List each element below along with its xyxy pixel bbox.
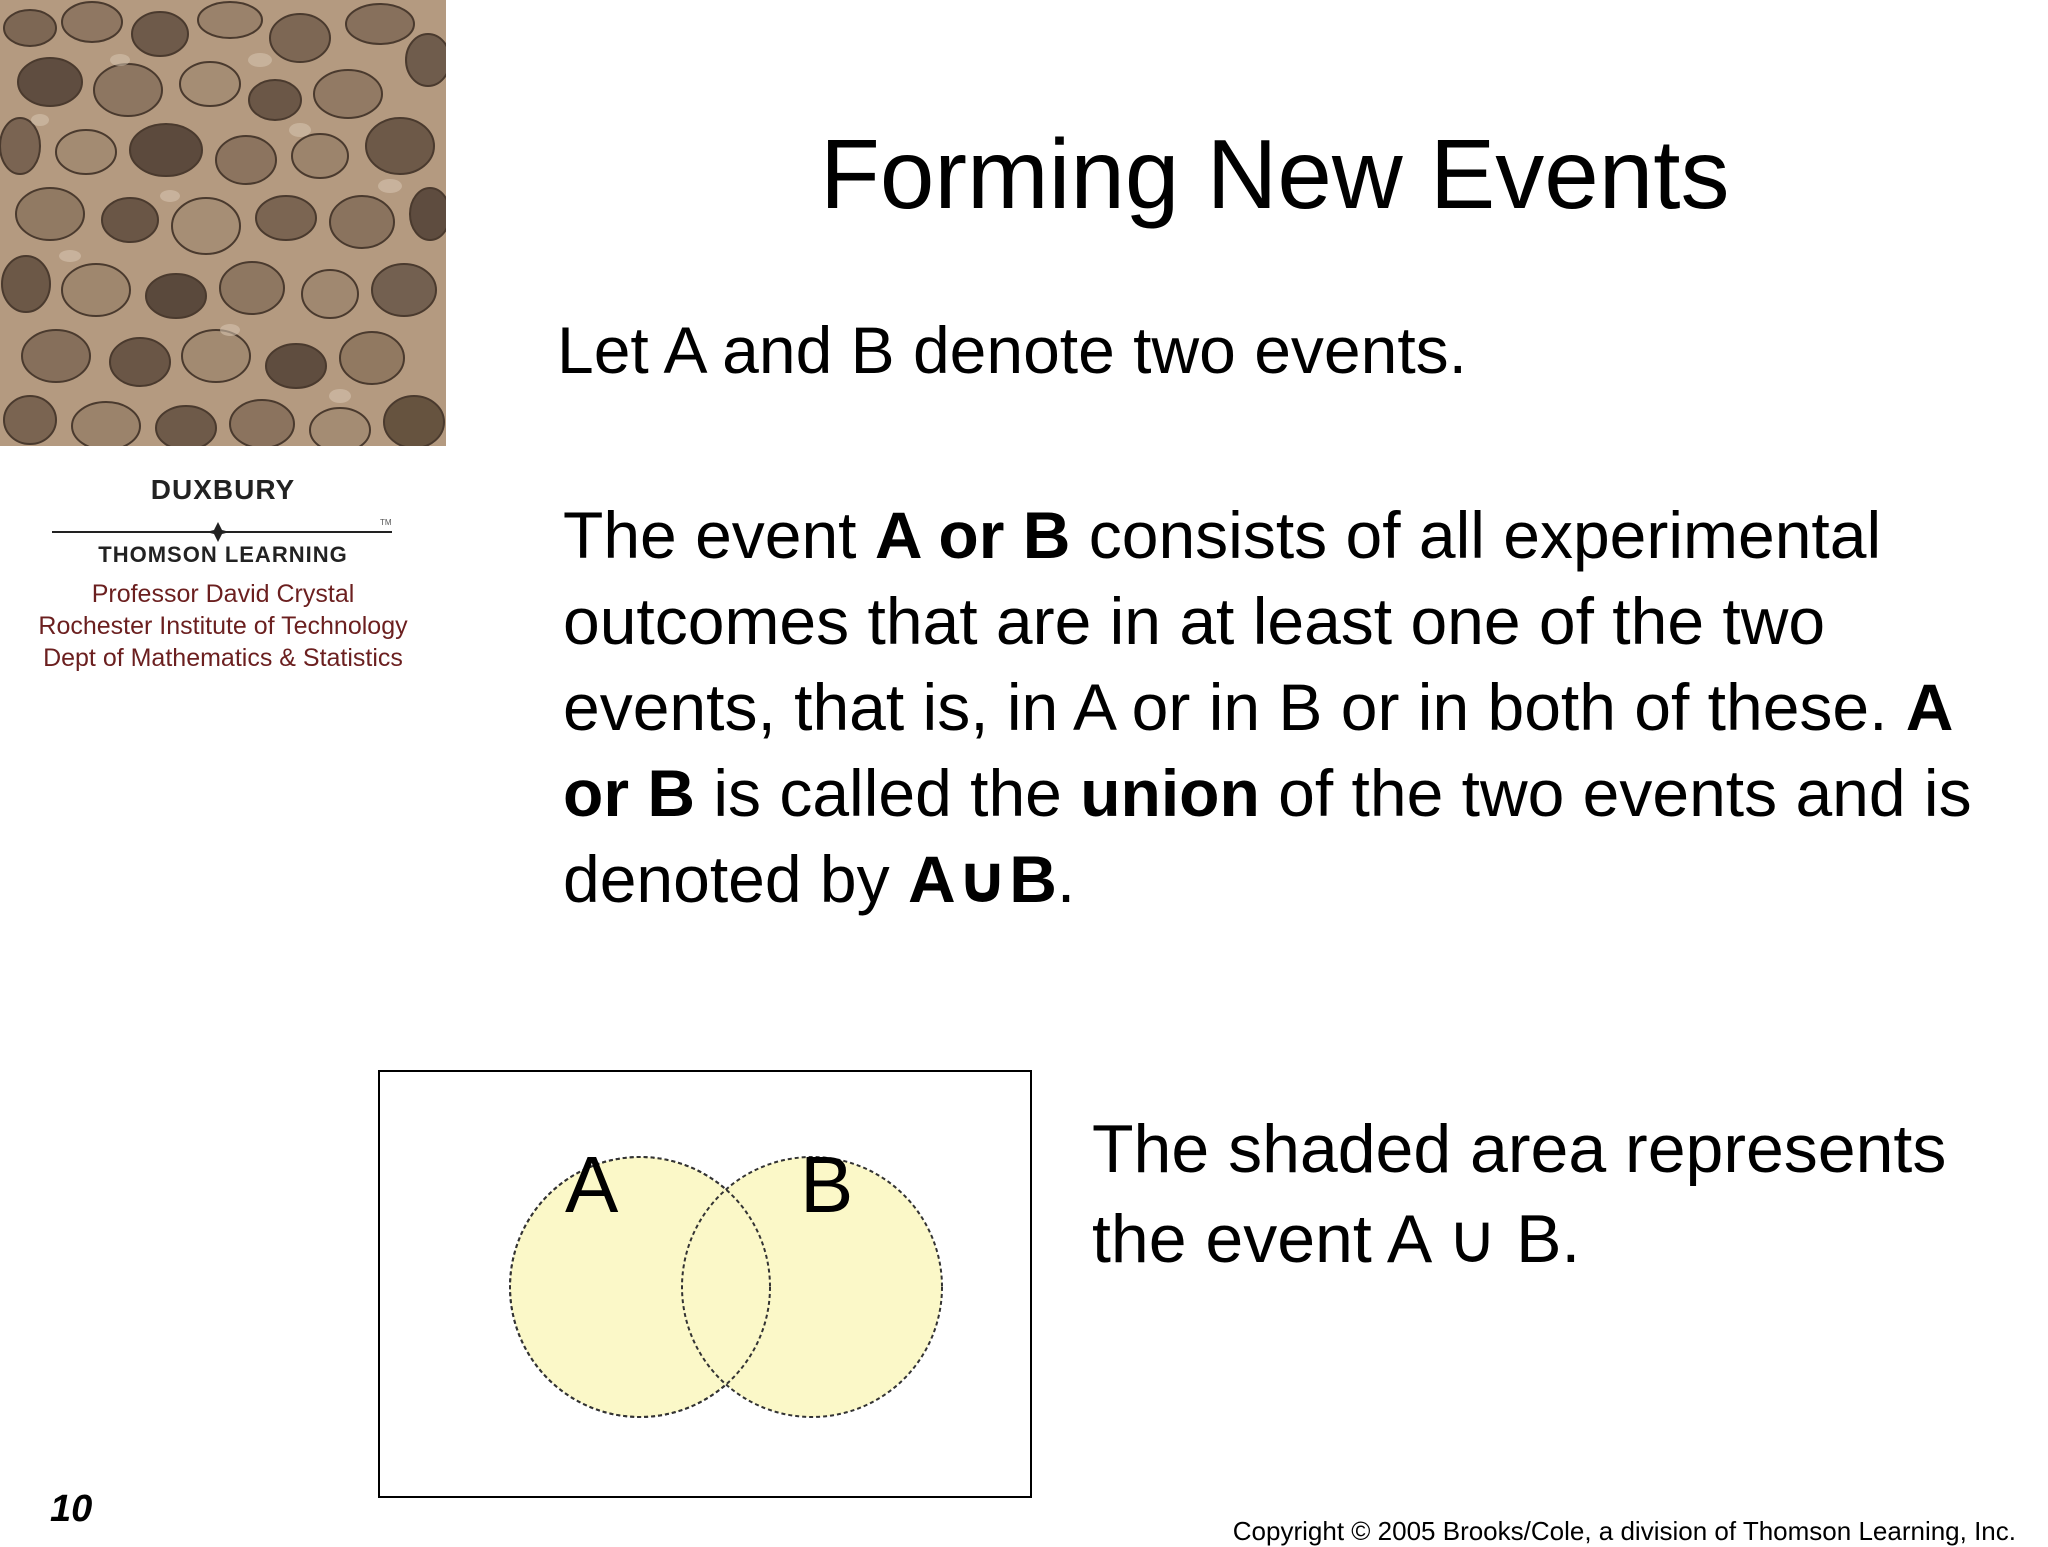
caption-line-1: The shaded area represents bbox=[1092, 1111, 1947, 1187]
body-part: of the two events and is denoted by bbox=[563, 756, 1972, 916]
institute-name: Rochester Institute of Technology bbox=[38, 612, 408, 640]
body-part: . bbox=[1056, 842, 1076, 916]
body-part: is called the bbox=[695, 756, 1081, 830]
caption-line-2: the event A ∪ B. bbox=[1092, 1201, 1581, 1277]
body-bold-term: A or B bbox=[563, 670, 1952, 830]
stone-texture-image bbox=[0, 0, 446, 446]
department-name: Dept of Mathematics & Statistics bbox=[43, 644, 403, 672]
stone-photo bbox=[0, 0, 446, 446]
venn-label-b: B bbox=[800, 1140, 854, 1229]
publisher-logo bbox=[0, 470, 446, 690]
body-bold-term: A or B bbox=[874, 498, 1071, 572]
union-notation: A∪B bbox=[907, 842, 1057, 916]
page-number: 10 bbox=[50, 1488, 93, 1530]
professor-name: Professor David Crystal bbox=[91, 580, 355, 608]
venn-diagram-box bbox=[378, 1070, 1032, 1498]
copyright-notice: Copyright © 2005 Brooks/Cole, a division of Thomson Learning, Inc. bbox=[1232, 1516, 2016, 1546]
logo-trademark: TM bbox=[380, 518, 392, 527]
body-part: consists of all experimental outcomes that are in at least one of the two events, that is, in A or in B or in both of these. bbox=[563, 498, 1906, 744]
definition-paragraph bbox=[563, 492, 2003, 922]
slide-title: Forming New Events bbox=[820, 119, 1730, 229]
body-bold-term: union bbox=[1080, 756, 1260, 830]
logo-star-rule bbox=[52, 522, 392, 542]
intro-text: Let A and B denote two events. bbox=[557, 313, 1468, 387]
body-part: The event bbox=[563, 498, 875, 572]
logo-subtitle: THOMSON LEARNING bbox=[98, 542, 348, 567]
logo-name: DUXBURY bbox=[150, 474, 296, 505]
venn-diagram bbox=[380, 1072, 1030, 1496]
author-credits bbox=[0, 578, 446, 674]
venn-caption bbox=[1092, 1104, 1946, 1284]
venn-label-a: A bbox=[565, 1140, 619, 1229]
